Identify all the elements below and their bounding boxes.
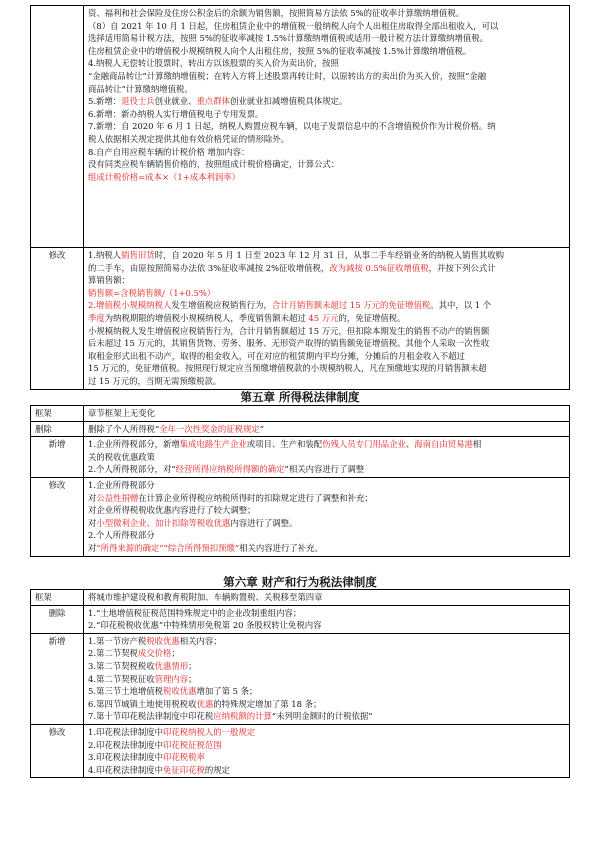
text-segment: 资、福利和社会保险及住房公积金后的余额为销售额，按照简易方法依 5%的征收率计算缴纳增值税。: [88, 8, 465, 18]
highlighted-text: 免征印花税: [163, 764, 205, 775]
highlighted-text: 优惠: [196, 698, 214, 709]
text-segment: 小规模纳税人发生增值税应税销售行为，合计月销售额超过 15 万元，但扣除本期发生的销售不动产的销售额: [88, 325, 490, 336]
text-segment: 将城市维护建设税和教育税附加、车辆购置税、关税移至第四章: [88, 592, 323, 602]
text-line: [88, 685, 565, 698]
text-segment: 相关内容；: [179, 635, 222, 646]
row-content: [84, 605, 570, 633]
highlighted-text: 退役士兵: [121, 96, 155, 107]
text-segment: 1.企业所得税部分: [88, 479, 155, 490]
text-line: [88, 764, 565, 777]
text-segment: 的规定: [204, 764, 230, 775]
text-line: [88, 32, 565, 45]
highlighted-text: 税收优惠: [163, 686, 197, 697]
text-segment: ；: [171, 648, 180, 659]
highlighted-text: 税收优惠: [146, 635, 180, 646]
highlighted-text: 组成计税价格=成本×（1+成本利润率）: [88, 171, 241, 182]
ch4-continued-content: [84, 6, 570, 248]
ch4-row-modify: [31, 248, 570, 390]
row-content: [84, 477, 570, 556]
highlighted-text: 印花税纳税人的一般规定: [163, 726, 256, 737]
text-line: [88, 146, 565, 159]
highlighted-text: 小型微利企业、加计扣除等税收优惠: [96, 517, 231, 528]
text-line: [88, 158, 565, 171]
highlighted-text: 季度: [88, 312, 105, 323]
text-segment: 2.印花税法律制度中: [88, 739, 163, 750]
text-segment: 1.“土地增值税征税范围特殊规定中的企业改制重组内容；: [88, 607, 302, 618]
row-label: 新增: [31, 633, 84, 724]
text-line: [88, 337, 565, 350]
text-segment: 对: [88, 517, 97, 528]
highlighted-text: 印花税税率: [163, 752, 205, 763]
ch4-row-continued: [31, 6, 570, 248]
ch4-modify-content: [84, 248, 570, 390]
text-line: [88, 647, 565, 660]
row-label: 删除: [31, 605, 84, 633]
text-segment: 5.新增：: [88, 96, 122, 107]
text-line: [88, 463, 565, 476]
row-label: 框架: [31, 406, 84, 422]
highlighted-text: 公益性捐赠: [96, 492, 139, 503]
row-content: [84, 590, 570, 606]
text-line: [88, 57, 565, 70]
text-line: [88, 529, 565, 542]
text-line: [88, 438, 565, 451]
row-label: 修改: [31, 724, 84, 777]
ch4-tail-table: [30, 5, 570, 390]
highlighted-text: 集成电路生产企业: [179, 439, 247, 450]
text-segment: 删除了个人所得税“: [88, 423, 160, 434]
highlighted-text: 45 万元: [308, 312, 339, 323]
text-segment: 住房租赁企业中的增值税小规模纳税人向个人出租住房，按照 5%的征收率减按 1.5%计算缴纳增值税。: [88, 45, 472, 56]
text-segment: 创业就业、: [154, 96, 197, 107]
text-line: [88, 171, 565, 184]
text-line: [88, 751, 565, 764]
text-line: [88, 591, 565, 604]
text-line: [88, 607, 565, 620]
row-content: [84, 724, 570, 777]
text-segment: 对: [88, 542, 97, 553]
table-row: [31, 421, 570, 437]
highlighted-text: 伤残人员专门用品企业: [322, 439, 406, 450]
text-line: [88, 249, 565, 262]
text-line: [88, 673, 565, 686]
text-segment: 税人依据相关规定提供其他有效价格凭证的情形除外。: [88, 133, 289, 144]
text-line: [88, 95, 565, 108]
text-line: [88, 635, 565, 648]
table-row: [31, 437, 570, 478]
text-line: [88, 83, 565, 96]
text-segment: 5.第三节土地增值税: [88, 686, 163, 697]
highlighted-text: 合计月销售额未超过 15 万元的免征增值税: [271, 300, 431, 311]
text-segment: 3.印花税法律制度中: [88, 752, 163, 763]
text-line: [88, 287, 565, 300]
text-line: [88, 619, 565, 632]
text-segment: 相: [472, 439, 482, 450]
text-segment: 2.第二节契税: [88, 648, 138, 659]
text-segment: 1.印花税法律制度中: [88, 726, 163, 737]
highlighted-text: 成交价格: [137, 648, 172, 659]
ch5-table: [30, 405, 570, 557]
text-line: [88, 517, 565, 530]
text-segment: 4.印花税法律制度中: [88, 764, 163, 775]
text-line: [88, 504, 565, 517]
text-segment: 6.第四节城镇土地使用税税收: [88, 698, 197, 709]
text-segment: 时，自 2020 年 5 月 1 日至 2023 年 12 月 31 日，从事二手车经销业务的纳税人销售其收购: [154, 250, 505, 260]
text-segment: ”: [259, 423, 265, 434]
highlighted-text: 海南自由贸易港: [414, 439, 473, 450]
row-label: 删除: [31, 421, 84, 437]
table-row: [31, 724, 570, 777]
text-segment: 2.“印花税税收优惠”中特殊情形免税第 20 条股权转让免税内容: [88, 620, 322, 631]
table-row: [31, 590, 570, 606]
row-content: [84, 421, 570, 437]
text-segment: 4.第二节契税征收: [88, 673, 155, 684]
text-line: [88, 20, 565, 33]
text-segment: 6.新增：新办纳税人实行增值税电子专用发票。: [88, 108, 264, 119]
text-segment: ，并按下列公式计: [428, 262, 496, 273]
text-line: [88, 325, 565, 338]
text-segment: 或项目、生产和装配: [246, 439, 323, 450]
text-line: [88, 698, 565, 711]
highlighted-text: “所得来源的确定”“综合所得预扣预缴”: [96, 542, 240, 553]
highlighted-text: 改为减按 0.5%征收增值税: [329, 262, 429, 273]
text-line: [88, 45, 565, 58]
text-segment: 7.第十节印花税法律制度中印花税: [88, 711, 214, 722]
row-label: 新增: [31, 437, 84, 478]
text-line: [88, 726, 565, 739]
chapter-5-title: 第五章 所得税法律制度: [240, 390, 360, 404]
text-line: [88, 299, 565, 312]
text-line: [88, 479, 565, 492]
highlighted-text: 销售额=含税销售额/（1+0.5%）: [88, 287, 216, 298]
text-line: [88, 492, 565, 505]
text-line: [88, 739, 565, 752]
text-segment: （8）自 2021 年 10 月 1 日起，住房租赁企业中的增值税一般纳税人向个人出租住房取得全部出租收入，可以: [88, 20, 499, 31]
highlighted-text: 重点群体: [196, 96, 230, 107]
text-segment: 7.新增：自 2020 年 6 月 1 日起，纳税人购置应税车辆，以电子发票信息中的不含增值税价作为计税价格。纳: [88, 121, 496, 132]
table-row: [31, 633, 570, 724]
text-line: [88, 120, 565, 133]
text-segment: ；: [188, 660, 197, 671]
text-segment: 取租金形式出租不动产，取得的租金收入，可在对应的租赁期内平均分摊，分摊后的月租金收入不超过: [88, 350, 465, 361]
ch4-modify-label: 修改: [31, 248, 84, 390]
highlighted-text: 全年一次性奖金的征税规定: [159, 423, 260, 434]
text-segment: 对企业所得税税收优惠内容进行了较大调整；: [88, 505, 256, 516]
text-segment: 对: [88, 492, 97, 503]
text-segment: 2.个人所得税部分，对“: [88, 464, 176, 475]
highlighted-text: 印花税征税范围: [163, 739, 222, 750]
text-segment: 1.第一节房产税: [88, 635, 147, 646]
text-segment: 1.企业所得税部分，新增: [88, 439, 180, 450]
text-segment: 2.个人所得税部分: [88, 530, 155, 541]
text-line: [88, 7, 565, 20]
text-line: [88, 423, 565, 436]
text-segment: “金融商品转让”计算缴纳增值税；在转入方将上述股票再转让时，以原转出方的卖出价为买入价，按照“金融: [88, 70, 487, 81]
highlighted-text: 管理内容: [154, 673, 189, 684]
text-segment: 1.纳税人: [88, 250, 122, 260]
text-segment: 章节框架上无变化: [88, 408, 155, 418]
text-line: [88, 375, 565, 388]
text-segment: 的二手车，由原按照简易办法依 3%征收率减按 2%征收增值税，: [88, 262, 330, 273]
text-line: [88, 710, 565, 723]
text-segment: 后未超过 15 万元的，其销售货物、劳务、服务、无形资产取得的销售额免征增值税。其他个人采取一次性收: [88, 338, 490, 349]
text-segment: ；: [188, 673, 197, 684]
highlighted-text: 销售旧货: [121, 250, 155, 260]
table-row: [31, 477, 570, 556]
text-line: [88, 262, 565, 275]
text-segment: 内容进行了调整。: [230, 517, 298, 528]
text-segment: 发生增值税应税销售行为，: [171, 300, 272, 311]
text-segment: 8.自产自用应税车辆的计税价格 增加内容：: [88, 146, 250, 157]
text-segment: 3.第二节契税税收: [88, 660, 155, 671]
text-segment: 创业就业扣减增值税具体规定。: [230, 96, 348, 107]
text-segment: 增加了第 5 条；: [196, 686, 258, 697]
text-segment: 选择适用简易计税方法，按照 5%的征收率减按 1.5%计算缴纳增值税或适用一般计税方法计算缴纳增值税。: [88, 33, 489, 44]
highlighted-text: 优惠情形: [154, 660, 189, 671]
row-content: [84, 633, 570, 724]
text-line: [88, 660, 565, 673]
text-segment: “未列明金额时的计税依据”: [271, 711, 373, 722]
text-segment: 商品转让”计算缴纳增值税。: [88, 83, 193, 94]
text-line: [88, 362, 565, 375]
text-line: [88, 451, 565, 464]
row-content: [84, 406, 570, 422]
text-segment: 为纳税期限的增值税小规模纳税人，季度销售额未超过: [104, 312, 309, 323]
row-content: [84, 437, 570, 478]
ch4-continued-label-cell: [31, 6, 84, 248]
text-segment: 算销售额：: [88, 275, 130, 286]
ch6-table: [30, 589, 570, 778]
row-label: 框架: [31, 590, 84, 606]
text-segment: 。其中，以 1 个: [430, 300, 492, 311]
text-line: [88, 350, 565, 363]
text-line: [88, 407, 565, 420]
text-segment: 的，免征增值税。: [338, 312, 406, 323]
text-line: [88, 274, 565, 287]
text-segment: 关的税收优惠政策: [88, 451, 155, 462]
highlighted-text: 2.增值税小规模纳税人: [88, 300, 172, 311]
text-segment: 没有同类应税车辆销售价格的，按照组成计税价格确定，计算公式：: [88, 159, 340, 170]
text-line: [88, 542, 565, 555]
text-segment: 的特殊规定增加了第 18 条；: [213, 698, 322, 709]
text-segment: 相关内容进行了补充。: [239, 542, 323, 553]
text-segment: 过 15 万元的，当期无需预缴税款。: [88, 375, 222, 386]
text-segment: 在计算企业所得税应纳税所得时的扣除规定进行了调整和补充；: [138, 492, 373, 503]
text-line: [88, 312, 565, 325]
text-segment: 、: [405, 439, 415, 450]
chapter-6-title: 第六章 财产和行为税法律制度: [223, 575, 377, 589]
highlighted-text: 经营所得应纳税所得额的确定: [175, 464, 285, 475]
row-label: 修改: [31, 477, 84, 556]
text-line: [88, 108, 565, 121]
table-row: [31, 406, 570, 422]
text-segment: 4.纳税人无偿转让股票时，转出方以该股票的买入价为卖出价，按照: [88, 58, 339, 69]
highlighted-text: 应纳税额的计算: [213, 711, 272, 722]
text-line: [88, 70, 565, 83]
table-row: [31, 605, 570, 633]
text-segment: ”相关内容进行了调整: [284, 464, 365, 475]
text-segment: 15 万元的，免征增值税。按照现行规定应当预缴增值税款的小规模纳税人，凡在预缴地实现的月销售额未超: [88, 363, 487, 374]
text-line: [88, 133, 565, 146]
